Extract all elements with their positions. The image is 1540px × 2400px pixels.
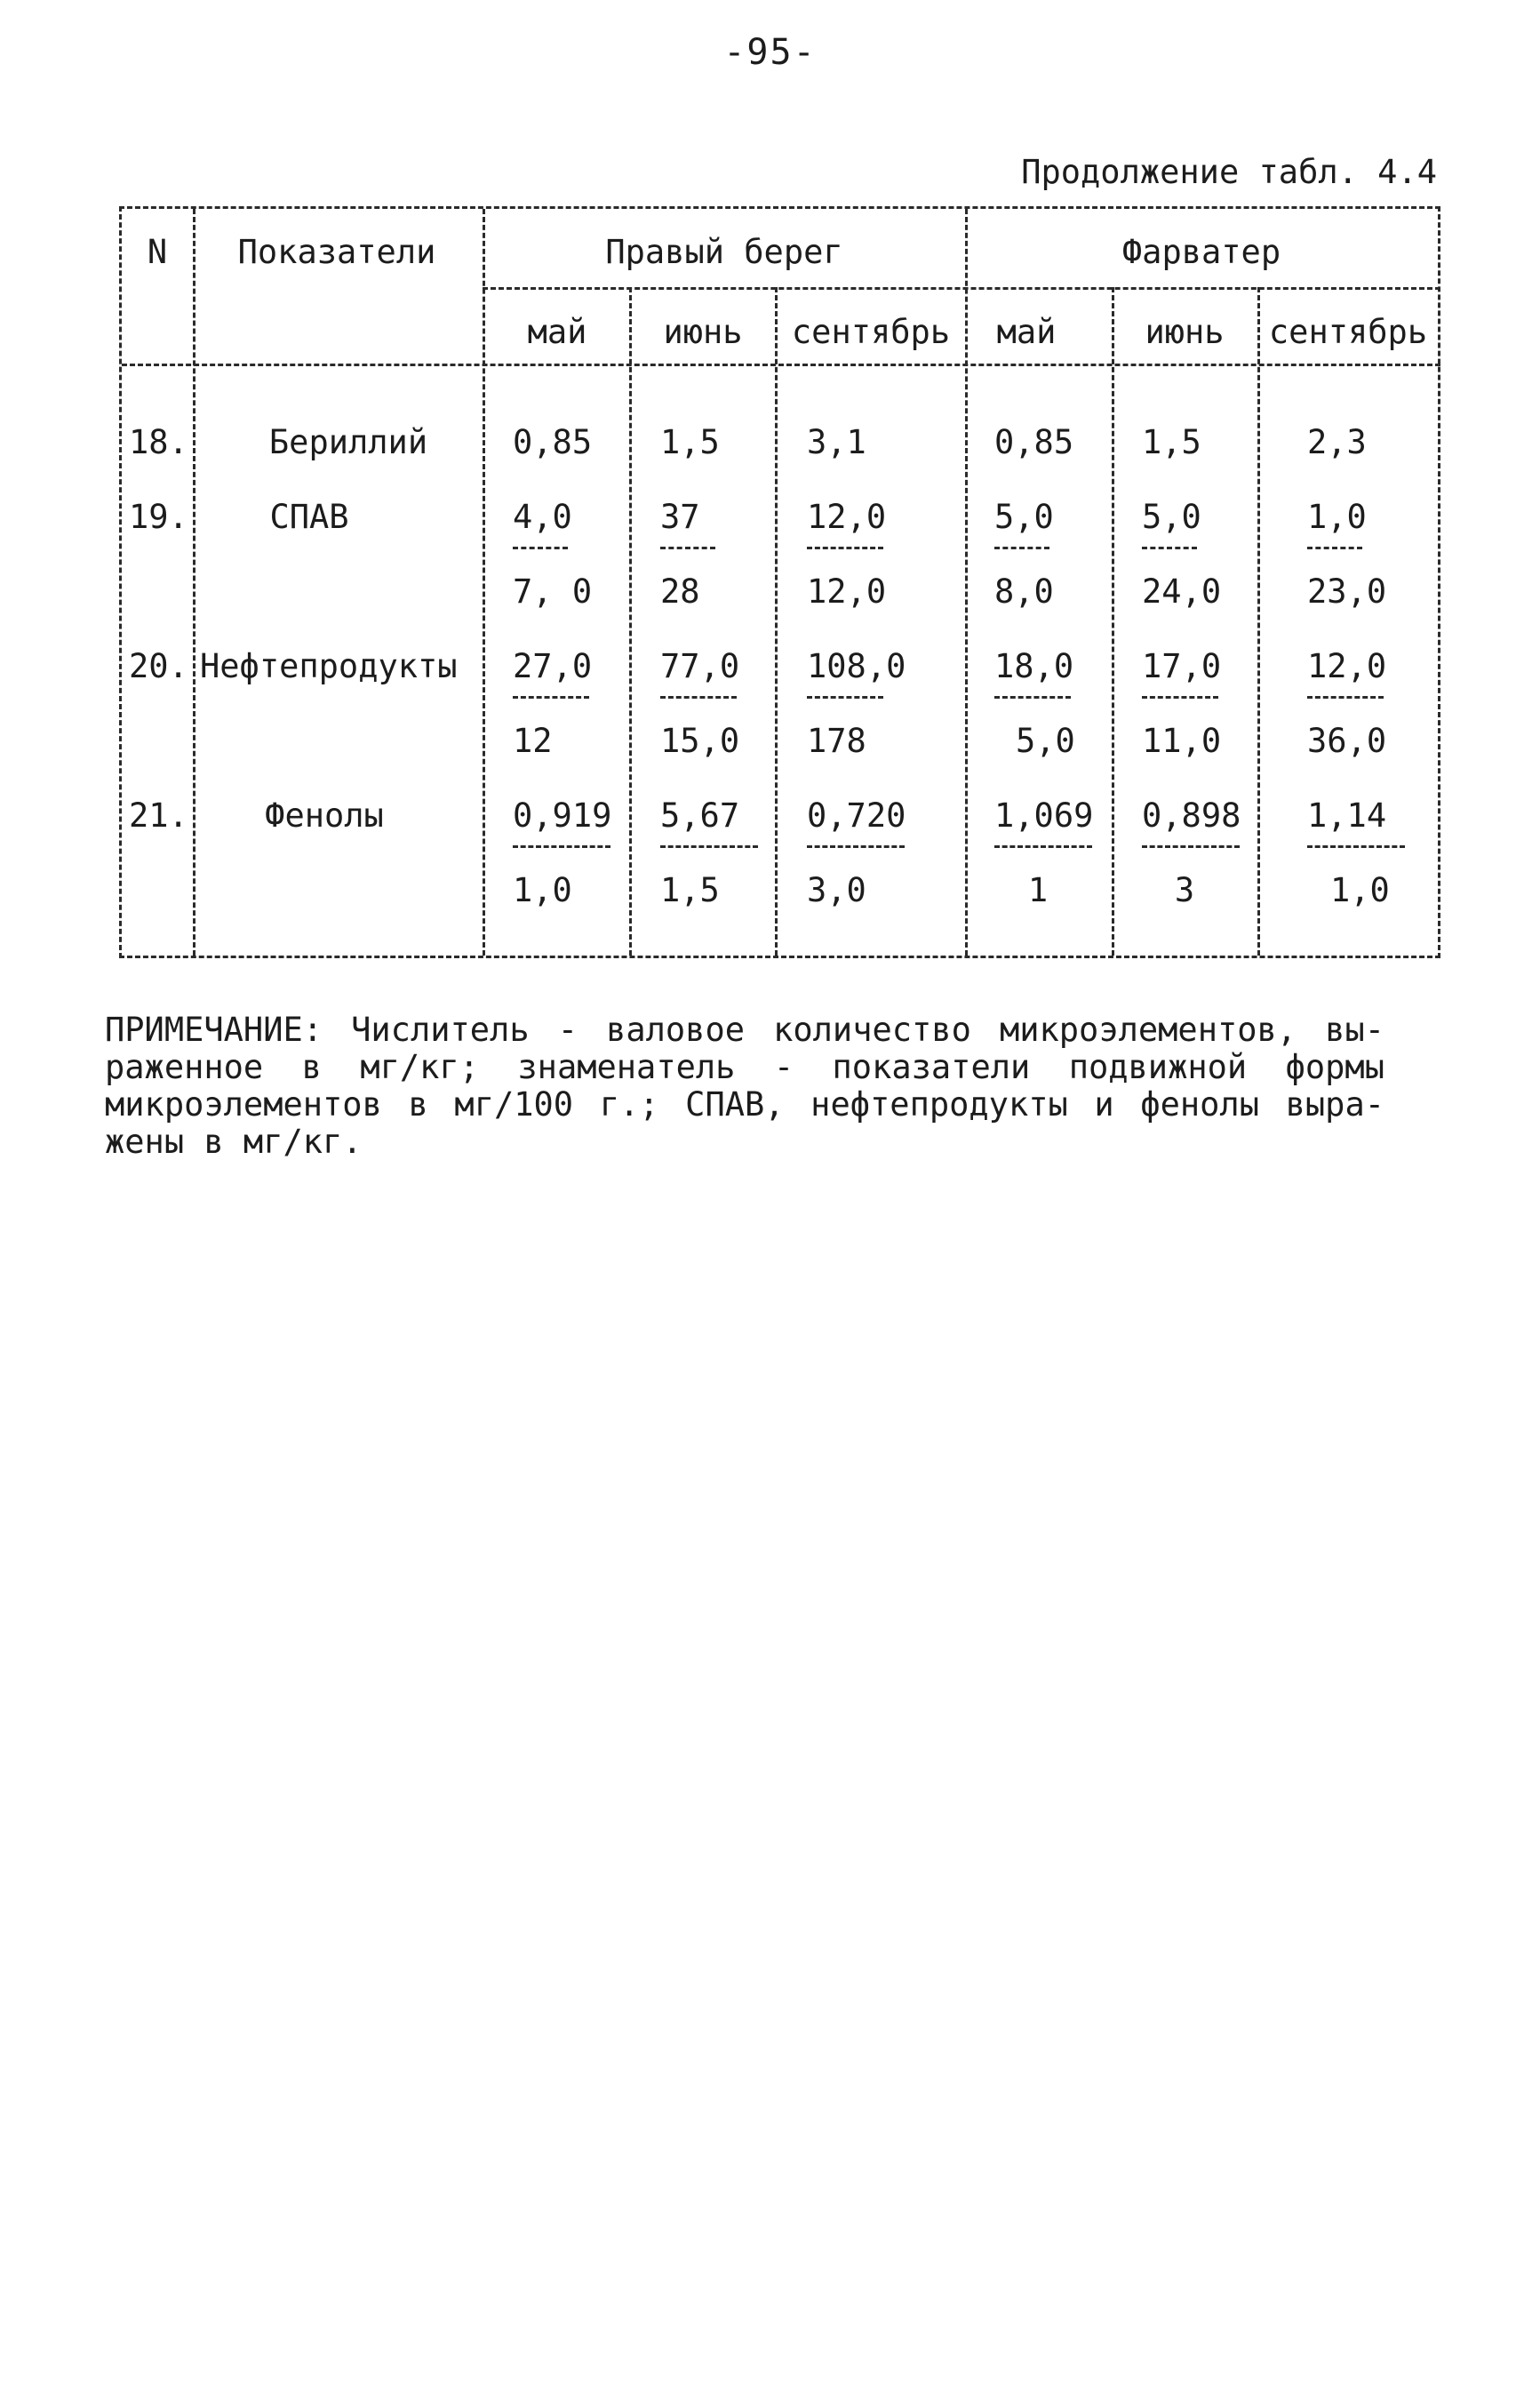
header-month: июнь bbox=[1145, 313, 1225, 351]
value-denominator: 24,0 bbox=[1142, 572, 1222, 611]
value-denominator: 3,0 bbox=[807, 871, 866, 909]
fraction-bar bbox=[994, 547, 1049, 549]
value-numerator: 1,14 bbox=[1307, 796, 1387, 835]
footnote-line: раженное в мг/кг; знаменатель - показатели подвижной формы bbox=[105, 1048, 1384, 1086]
header-fairway: Фарватер bbox=[1121, 233, 1281, 271]
value-denominator: 7, 0 bbox=[513, 572, 593, 611]
header-n: N bbox=[147, 233, 168, 271]
fraction-bar bbox=[1142, 845, 1240, 848]
value-denominator: 28 bbox=[660, 572, 700, 611]
value-numerator: 12,0 bbox=[1307, 647, 1387, 685]
fraction-bar bbox=[660, 547, 715, 549]
fraction-bar bbox=[1307, 696, 1384, 699]
fraction-bar bbox=[660, 845, 758, 848]
header-month: сентябрь bbox=[1268, 313, 1428, 351]
data-table bbox=[119, 206, 1440, 958]
value-numerator: 0,919 bbox=[513, 796, 612, 835]
value-denominator: 15,0 bbox=[660, 722, 740, 760]
value-denominator: 23,0 bbox=[1307, 572, 1387, 611]
value-numerator: 1,069 bbox=[994, 796, 1094, 835]
value-denominator: 1,0 bbox=[1330, 871, 1390, 909]
fraction-bar bbox=[807, 845, 905, 848]
table-divider bbox=[483, 209, 485, 956]
value-denominator: 178 bbox=[807, 722, 866, 760]
header-indicators: Показатели bbox=[237, 233, 436, 271]
fraction-bar bbox=[513, 845, 610, 848]
value-numerator: 18,0 bbox=[994, 647, 1074, 685]
header-right-bank: Правый берег bbox=[605, 233, 843, 271]
value-denominator: 11,0 bbox=[1142, 722, 1222, 760]
value-numerator: 1,5 bbox=[660, 423, 720, 461]
fraction-bar bbox=[994, 845, 1092, 848]
row-number: 19. bbox=[129, 498, 188, 536]
value-numerator: 37 bbox=[660, 498, 700, 536]
value-numerator: 2,3 bbox=[1307, 423, 1367, 461]
value-denominator: 5,0 bbox=[1016, 722, 1075, 760]
value-numerator: 5,0 bbox=[1142, 498, 1201, 536]
row-number: 21. bbox=[129, 796, 188, 835]
fraction-bar bbox=[513, 547, 568, 549]
fraction-bar bbox=[513, 696, 589, 699]
value-numerator: 12,0 bbox=[807, 498, 887, 536]
value-numerator: 4,0 bbox=[513, 498, 572, 536]
header-month: май bbox=[996, 313, 1057, 351]
table-footnote bbox=[105, 1012, 1384, 1161]
value-denominator: 36,0 bbox=[1307, 722, 1387, 760]
fraction-bar bbox=[994, 696, 1071, 699]
value-denominator: 1,5 bbox=[660, 871, 720, 909]
value-numerator: 108,0 bbox=[807, 647, 906, 685]
value-numerator: 17,0 bbox=[1142, 647, 1222, 685]
row-number: 20. bbox=[129, 647, 188, 685]
table-divider bbox=[1112, 287, 1114, 956]
fraction-bar bbox=[1142, 547, 1197, 549]
value-denominator: 12 bbox=[513, 722, 553, 760]
fraction-bar bbox=[807, 696, 883, 699]
table-divider bbox=[193, 209, 195, 956]
table-divider bbox=[1257, 287, 1260, 956]
table-divider bbox=[965, 209, 968, 956]
page-number: -95- bbox=[723, 32, 817, 73]
fraction-bar bbox=[1307, 547, 1362, 549]
table-continuation-label: Продолжение табл. 4.4 bbox=[1021, 153, 1437, 191]
footnote-line: жены в мг/кг. bbox=[105, 1123, 363, 1161]
fraction-bar bbox=[1142, 696, 1218, 699]
row-indicator-name: Фенолы bbox=[265, 796, 384, 835]
value-numerator: 1,0 bbox=[1307, 498, 1367, 536]
table-divider bbox=[775, 287, 778, 956]
value-denominator: 1,0 bbox=[513, 871, 572, 909]
row-indicator-name: СПАВ bbox=[269, 498, 349, 536]
fraction-bar bbox=[660, 696, 737, 699]
value-numerator: 5,0 bbox=[994, 498, 1054, 536]
value-numerator: 27,0 bbox=[513, 647, 593, 685]
value-numerator: 5,67 bbox=[660, 796, 740, 835]
fraction-bar bbox=[1307, 845, 1405, 848]
row-indicator-name: Бериллий bbox=[268, 423, 428, 461]
row-indicator-name: Нефтепродукты bbox=[200, 647, 458, 685]
value-denominator: 1 bbox=[1027, 871, 1049, 909]
footnote-line: микроэлементов в мг/100 г.; СПАВ, нефтепродукты и фенолы выра- bbox=[105, 1085, 1384, 1124]
value-denominator: 8,0 bbox=[994, 572, 1054, 611]
fraction-bar bbox=[807, 547, 883, 549]
header-month: сентябрь bbox=[791, 313, 951, 351]
header-month: июнь bbox=[663, 313, 743, 351]
footnote-line: ПРИМЕЧАНИЕ: Числитель - валовое количество микроэлементов, вы- bbox=[105, 1011, 1384, 1049]
value-numerator: 1,5 bbox=[1142, 423, 1201, 461]
value-denominator: 12,0 bbox=[807, 572, 887, 611]
table-divider bbox=[122, 364, 1440, 366]
value-numerator: 77,0 bbox=[660, 647, 740, 685]
value-numerator: 0,85 bbox=[513, 423, 593, 461]
value-numerator: 3,1 bbox=[807, 423, 866, 461]
value-numerator: 0,85 bbox=[994, 423, 1074, 461]
header-month: май bbox=[527, 313, 587, 351]
table-divider bbox=[483, 287, 1440, 290]
value-numerator: 0,898 bbox=[1142, 796, 1241, 835]
value-denominator: 3 bbox=[1174, 871, 1195, 909]
value-numerator: 0,720 bbox=[807, 796, 906, 835]
table-divider bbox=[629, 287, 632, 956]
row-number: 18. bbox=[129, 423, 188, 461]
